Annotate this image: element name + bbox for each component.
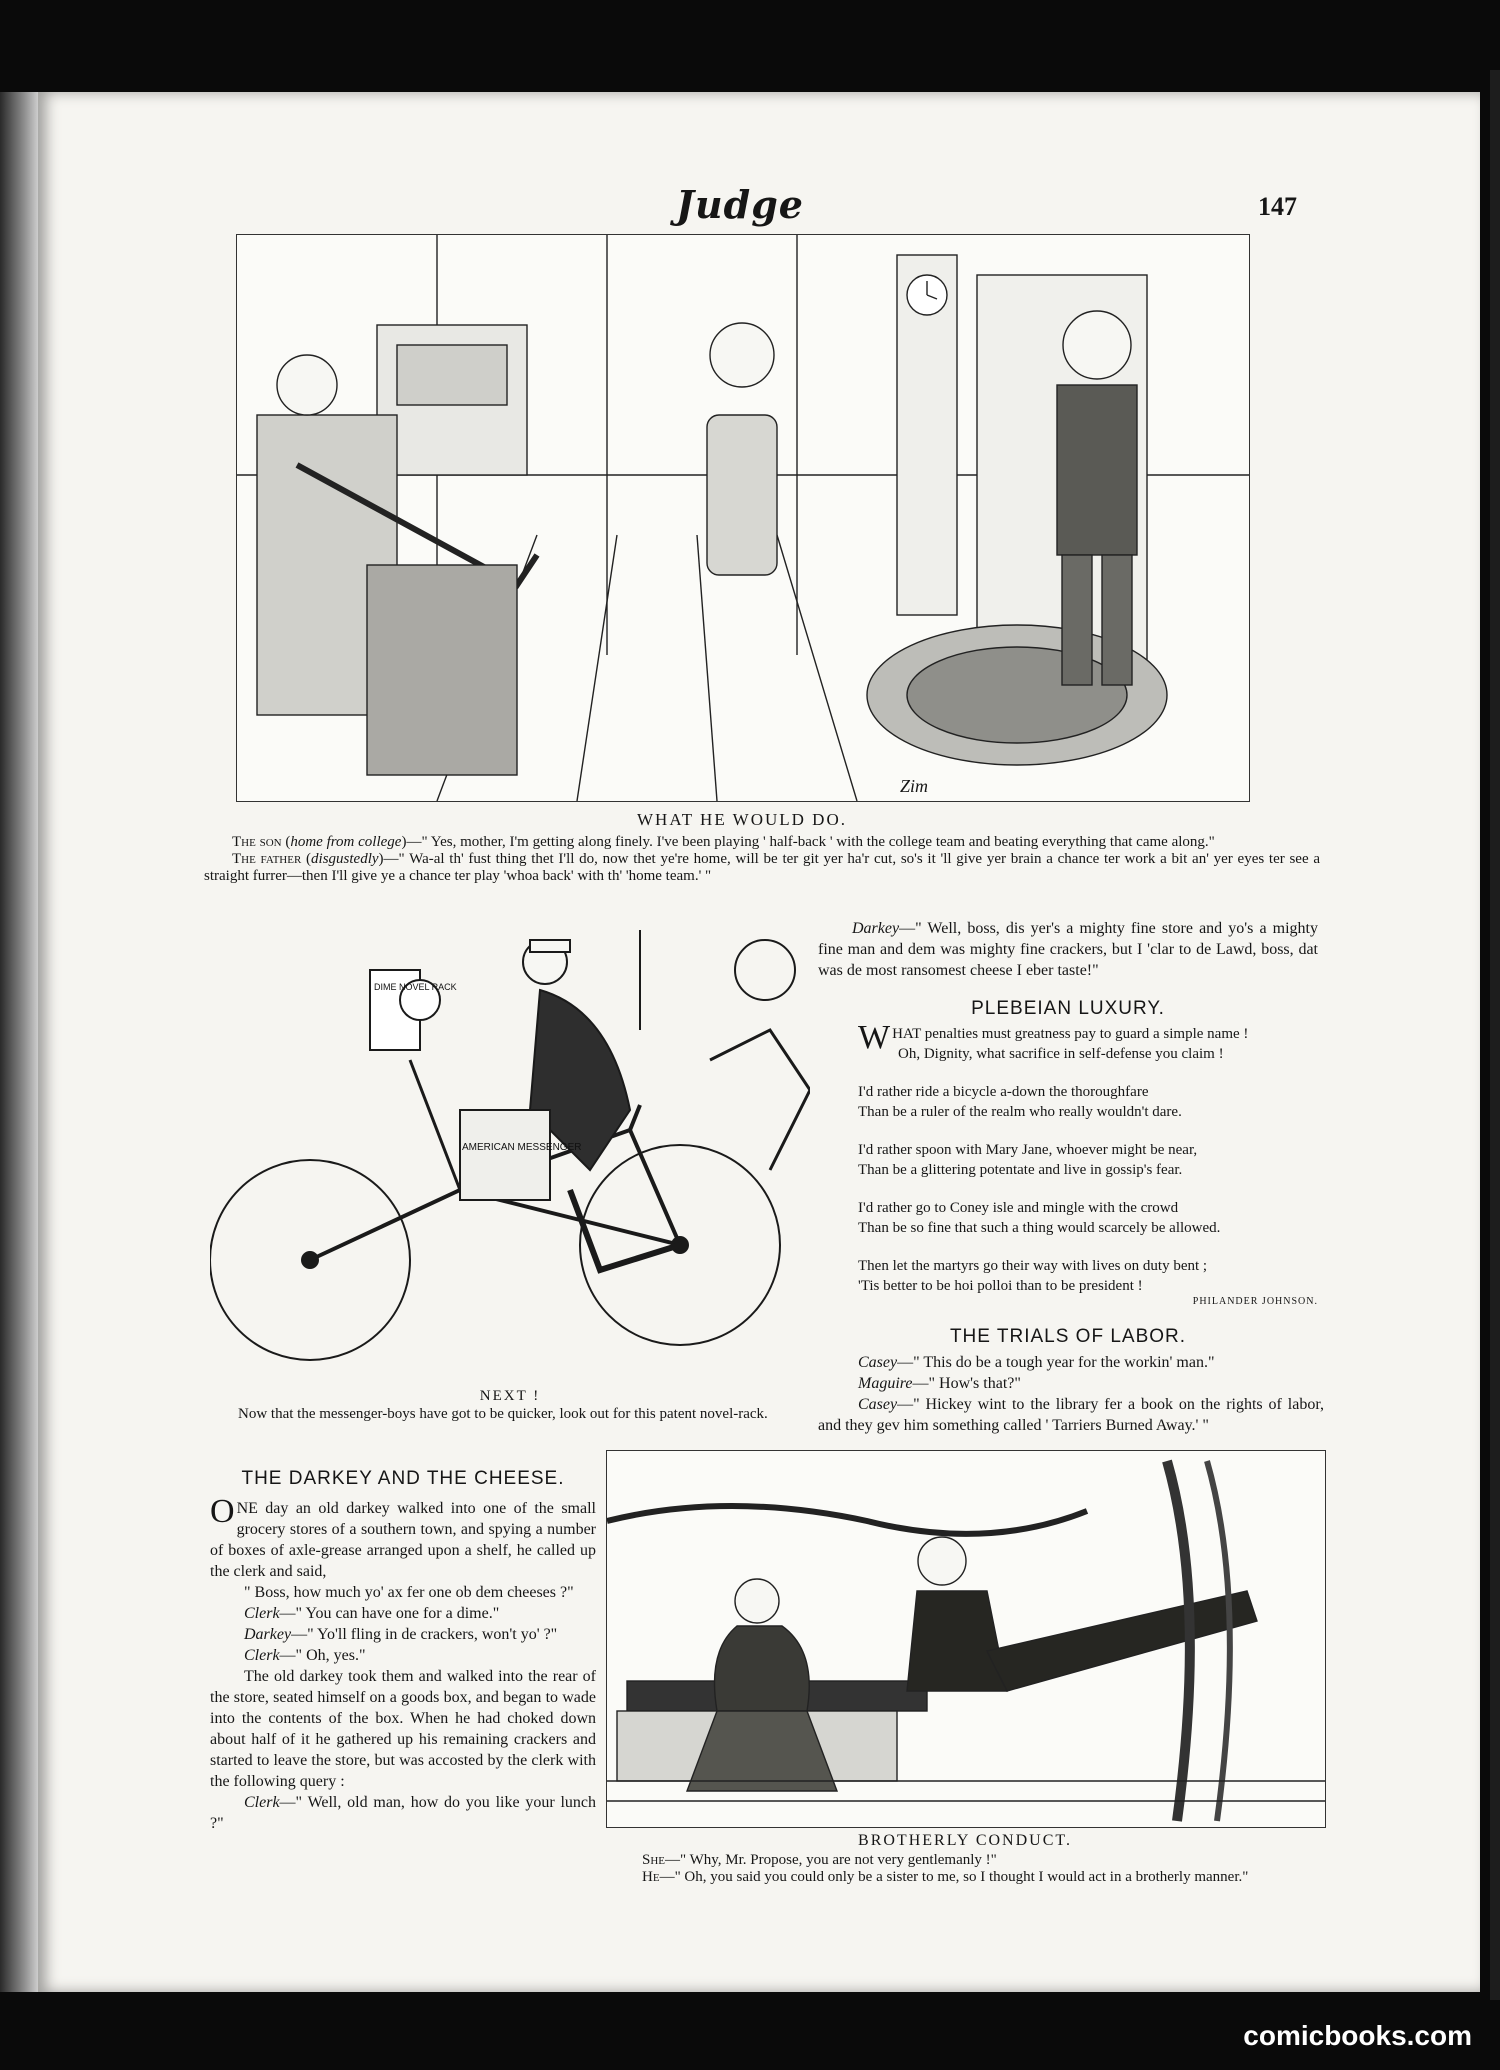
poem-line: I'd rather spoon with Mary Jane, whoever might be near, <box>858 1142 1198 1158</box>
speaker-clerk: Clerk <box>244 1647 280 1664</box>
caption-next: Now that the messenger-boys have got to be quicker, look out for this patent novel-rack. <box>238 1406 768 1422</box>
page-number: 147 <box>1258 192 1297 221</box>
clerk-line: —" Oh, yes." <box>279 1647 366 1664</box>
novel-rack-sign: DIME NOVEL RACK <box>374 982 457 992</box>
speaker-father: The father <box>232 851 302 867</box>
trials-of-labor-text <box>818 1352 1324 1436</box>
poem-line: I'd rather go to Coney isle and mingle with the crowd <box>858 1200 1179 1216</box>
maguire-line: —" How's that?" <box>912 1375 1021 1392</box>
poem-plebeian-luxury <box>858 1019 1318 1307</box>
dropcap-w: W <box>858 1019 891 1056</box>
poem-line: Then let the martyrs go their way with lives on duty bent ; <box>858 1258 1208 1274</box>
dropcap-o: O <box>210 1493 235 1530</box>
speaker-casey: Casey <box>858 1396 898 1413</box>
story-intro: NE day an old darkey walked into one of the small grocery stores of a southern town, and spying a number of boxes of axle-grease arranged upon a shelf, he called up the clerk and said, <box>210 1500 596 1580</box>
cartoon-title-next: NEXT ! <box>479 1388 541 1404</box>
speaker-darkey: Darkey <box>852 920 900 937</box>
speaker-she: She <box>642 1852 666 1868</box>
son-quote: —" Yes, mother, I'm getting along finely. I've been playing ' half-back ' with the college team and beating everything that came along." <box>406 834 1215 850</box>
artist-signature: Zim <box>900 776 929 796</box>
cartoon-title-what-he-would-do: WHAT HE WOULD DO. <box>637 810 847 829</box>
poem-line: Than be a ruler of the realm who really wouldn't dare. <box>858 1104 1182 1120</box>
poem-line: Than be a glittering potentate and live in gossip's fear. <box>858 1162 1183 1178</box>
poem-line: I'd rather ride a bicycle a-down the thoroughfare <box>858 1084 1149 1100</box>
darkey-quote <box>818 918 1318 981</box>
heading-darkey-and-cheese: THE DARKEY AND THE CHEESE. <box>241 1468 565 1489</box>
speaker-darkey: Darkey <box>244 1626 292 1643</box>
stage-note-father: disgustedly <box>311 851 379 867</box>
casey-line: —" This do be a tough year for the workin' man." <box>897 1354 1215 1371</box>
watermark: comicbooks.com <box>1243 2020 1472 2051</box>
cartoon-title-brotherly-conduct: BROTHERLY CONDUCT. <box>858 1832 1072 1849</box>
poem-line: Oh, Dignity, what sacrifice in self-defense you claim ! <box>898 1046 1224 1062</box>
story-narration: The old darkey took them and walked into the rear of the store, seated himself on a goods box, and began to wade into the contents of the box. When he had choked down about half of it he gathered up his remaining crackers and started to leave the store, but was accosted by the clerk with the following query : <box>210 1668 596 1790</box>
illustration-next-bicycle <box>210 910 810 1388</box>
clerk-line: —" Well, old man, how do you like your lunch ?" <box>210 1794 596 1832</box>
illustration-brotherly-conduct <box>606 1450 1326 1828</box>
he-line: —" Oh, you said you could only be a sister to me, so I thought I would act in a brotherly manner." <box>659 1869 1249 1885</box>
poem-line: Than be so fine that such a thing would scarcely be allowed. <box>858 1220 1221 1236</box>
she-line: —" Why, Mr. Propose, you are not very gentlemanly !" <box>665 1852 997 1868</box>
caption-brotherly-conduct <box>618 1852 1330 1886</box>
father-quote: —" Wa-al th' fust thing thet I'll do, now thet ye're home, will be ter git yer ha'r cut, so's it 'll give yer brain a chance ter work a bit an' yer eyes ter see a straight furrer—then I'll give ye a chance ter play 'whoa back' with th' 'home team.' " <box>204 851 1321 884</box>
messenger-bag-label: AMERICAN MESSENGER <box>462 1142 582 1153</box>
illustration-what-he-would-do <box>236 234 1250 802</box>
speaker-maguire: Maguire <box>858 1375 913 1392</box>
poem-line-first: HAT penalties must greatness pay to guard a simple name ! <box>892 1026 1249 1042</box>
speaker-clerk: Clerk <box>244 1794 280 1811</box>
darkey-line: —" Yo'll fling in de crackers, won't yo' ?" <box>291 1626 558 1643</box>
heading-trials-of-labor: THE TRIALS OF LABOR. <box>949 1326 1187 1347</box>
casey-line-2: —" Hickey wint to the library fer a book on the rights of labor, and they gev him something called ' Tarriers Burned Away.' " <box>818 1396 1324 1434</box>
page-edge-shadow <box>1490 70 1500 2000</box>
left-page-edge <box>0 92 40 1992</box>
speaker-casey: Casey <box>858 1354 898 1371</box>
masthead-logo: Judge <box>676 182 804 227</box>
story-darkey-and-cheese <box>210 1493 596 1834</box>
heading-plebeian-luxury: PLEBEIAN LUXURY. <box>971 998 1165 1019</box>
darkey-quote-text: —" Well, boss, dis yer's a mighty fine store and yo's a mighty fine man and dem was mighty fine crackers, but I 'clar to de Lawd, boss, dat was de most ransomest cheese I eber taste!" <box>818 920 1318 979</box>
stage-note-son: home from college <box>290 834 402 850</box>
story-question: " Boss, how much yo' ax fer one ob dem cheeses ?" <box>244 1584 574 1601</box>
clerk-line: —" You can have one for a dime." <box>279 1605 500 1622</box>
caption-son-father: The son (home from college)—" Yes, mother, I'm getting along finely. I've been playing ' half-back ' with the college team and beating everything that came along." The father (disgustedly)—" Wa-al th' fust thing thet I'll do, now thet ye're home, will be ter git yer ha'r cut, so's it 'll give yer brain a chance ter work a bit an' yer eyes ter see a straight furrer—then I'll give ye a chance ter play 'whoa back' with th' 'home team.' " <box>204 834 1321 884</box>
speaker-clerk: Clerk <box>244 1605 280 1622</box>
speaker-son: The son <box>232 834 282 850</box>
speaker-he: He <box>642 1869 660 1885</box>
poem-author: PHILANDER JOHNSON. <box>1192 1296 1318 1307</box>
poem-line: 'Tis better to be hoi polloi than to be president ! <box>858 1278 1143 1294</box>
